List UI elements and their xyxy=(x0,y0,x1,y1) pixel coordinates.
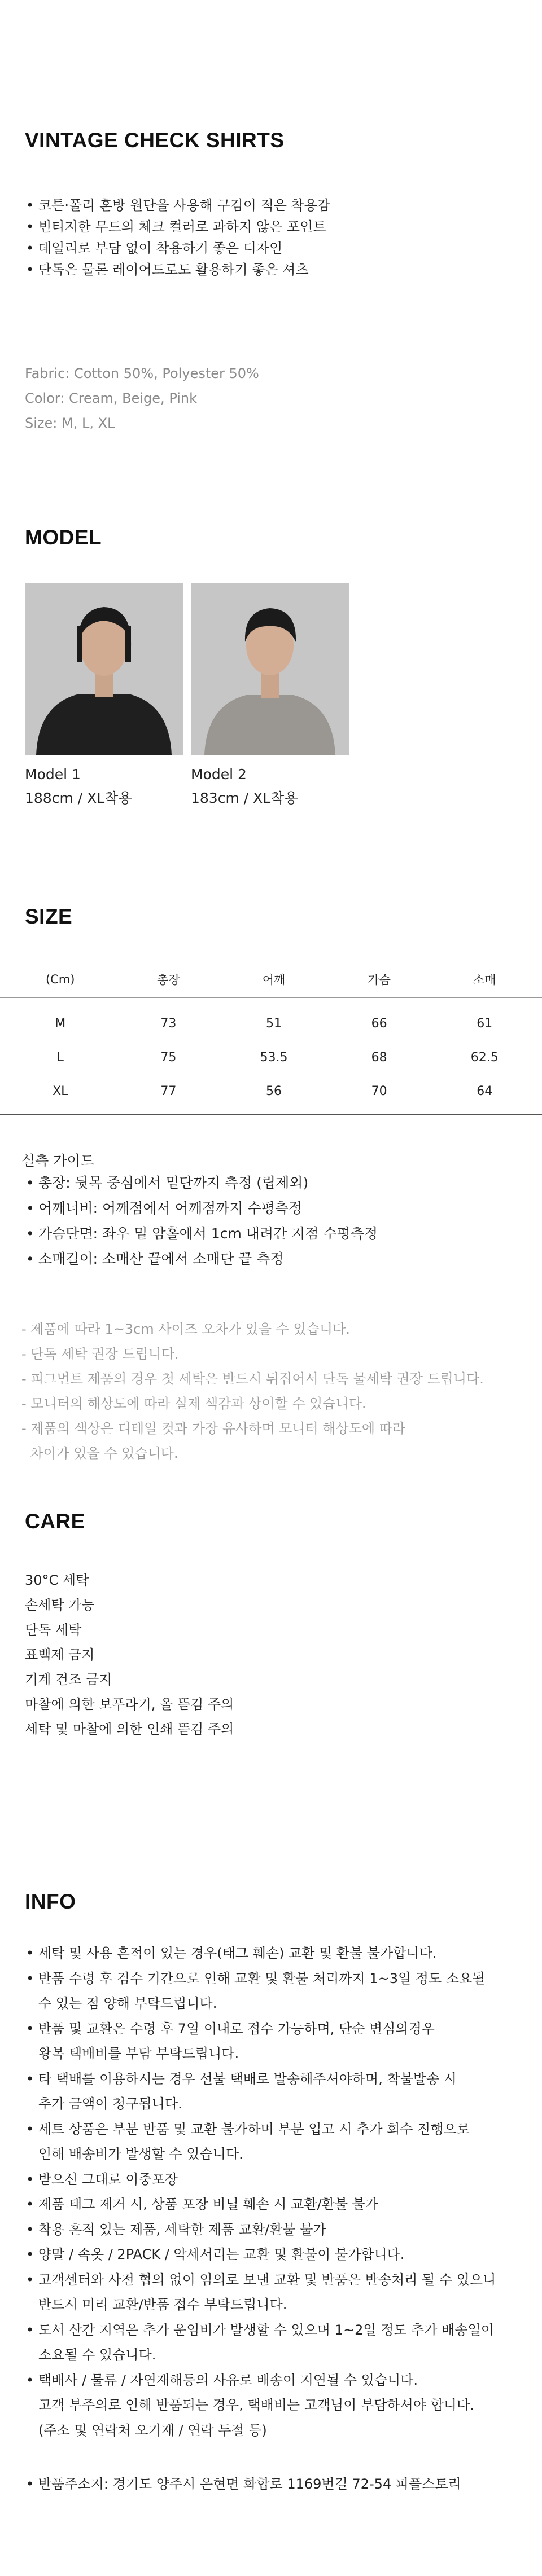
info-item: • 제품 태그 제거 시, 상품 포장 비닐 훼손 시 교환/환불 불가 xyxy=(25,2192,496,2217)
table-cell: 51 xyxy=(266,1016,282,1031)
table-cell: 68 xyxy=(371,1050,387,1065)
table-cell: 64 xyxy=(427,1074,542,1115)
care-item: 손세탁 가능 xyxy=(25,1597,95,1613)
care-item: 마찰에 의한 보푸라기, 올 뜯김 주의 xyxy=(25,1696,234,1712)
table-row xyxy=(0,1040,542,1074)
info-item: • 고객센터와 사전 협의 없이 임의로 보낸 교환 및 반품은 반송처리 될 수 있으니 반드시 미리 교환/반품 접수 부탁드립니다. xyxy=(25,2267,496,2318)
model-1-caption xyxy=(25,763,132,810)
info-item: • 받으신 그대로 이중포장 xyxy=(25,2167,496,2192)
size-options-text: Size: M, L, XL xyxy=(25,415,115,431)
model-1-photo xyxy=(25,583,183,755)
color-text: Color: Cream, Beige, Pink xyxy=(25,390,198,406)
info-list xyxy=(25,1941,496,2443)
table-cell: L xyxy=(56,1050,64,1065)
info-item: • 반품 및 교환은 수령 후 7일 이내로 접수 가능하며, 단순 변심의경우 왕복 택배비를 부담 부탁드립니다. xyxy=(25,2016,496,2067)
table-cell: 77 xyxy=(120,1074,216,1115)
table-cell: XL xyxy=(0,1074,120,1115)
size-guide-list xyxy=(25,1170,378,1272)
size-table-header xyxy=(0,961,542,998)
table-cell: 75 xyxy=(160,1050,177,1065)
note-line: - 단독 세탁 권장 드립니다. xyxy=(21,1346,179,1362)
info-item: • 세탁 및 사용 흔적이 있는 경우(태그 훼손) 교환 및 환불 불가합니다. xyxy=(25,1941,496,1966)
care-list xyxy=(25,1568,234,1742)
guide-item: • 가슴단면: 좌우 밑 암홀에서 1cm 내려간 지점 수평측정 xyxy=(25,1221,378,1246)
table-row xyxy=(0,998,542,1041)
info-item: • 양말 / 속옷 / 2PACK / 악세서리는 교환 및 환불이 불가합니다. xyxy=(25,2242,496,2267)
note-line: - 피그먼트 제품의 경우 첫 세탁은 반드시 뒤집어서 단독 물세탁 권장 드립니다. xyxy=(21,1371,484,1387)
table-cell: M xyxy=(55,1016,66,1031)
table-cell: 70 xyxy=(331,1074,427,1115)
product-title: VINTAGE CHECK SHIRTS xyxy=(25,129,285,152)
care-item: 단독 세탁 xyxy=(25,1622,82,1638)
feature-list xyxy=(25,195,330,280)
size-table xyxy=(0,961,542,1115)
info-item: • 택배사 / 물류 / 자연재해등의 사유로 배송이 지연될 수 있습니다. 고객 부주의로 인해 반품되는 경우, 택배비는 고객님이 부담하셔야 합니다. (주소 및 연락처 오기재 / 연락 두절 등) xyxy=(25,2368,496,2443)
care-item: 세탁 및 마찰에 의한 인쇄 뜯김 주의 xyxy=(25,1721,234,1737)
table-cell: 56 xyxy=(216,1074,331,1115)
table-row xyxy=(0,1074,542,1115)
column-header: 가슴 xyxy=(331,961,427,998)
table-cell: 53.5 xyxy=(260,1050,288,1065)
model-2-caption xyxy=(191,763,298,810)
feature-item: • 데일리로 부담 없이 착용하기 좋은 디자인 xyxy=(25,238,330,259)
info-item: • 세트 상품은 부분 반품 및 교환 불가하며 부분 입고 시 추가 회수 진행으로 인해 배송비가 발생할 수 있습니다. xyxy=(25,2117,496,2167)
return-address: • 반품주소지: 경기도 양주시 은현면 화합로 1169번길 72-54 피플스토리 xyxy=(25,2472,461,2496)
column-header: (Cm) xyxy=(0,961,120,998)
guide-item: • 어깨너비: 어깨점에서 어깨점까지 수평측정 xyxy=(25,1195,378,1221)
table-cell: 61 xyxy=(477,1016,493,1031)
column-header: 소매 xyxy=(427,961,542,998)
model-1-info: 188cm / XL착용 xyxy=(25,790,132,806)
guide-item: • 소매길이: 소매산 끝에서 소매단 끝 측정 xyxy=(25,1246,378,1272)
product-specs xyxy=(25,361,259,436)
model-2-name: Model 2 xyxy=(191,766,247,783)
size-heading: SIZE xyxy=(25,905,73,928)
return-address-list xyxy=(25,2472,461,2496)
table-cell: 62.5 xyxy=(470,1050,499,1065)
model-2-photo xyxy=(191,583,349,755)
note-line: 차이가 있을 수 있습니다. xyxy=(21,1445,178,1461)
info-heading: INFO xyxy=(25,1890,76,1913)
feature-item: • 단독은 물론 레이어드로도 활용하기 좋은 셔츠 xyxy=(25,259,330,280)
table-cell: 73 xyxy=(160,1016,177,1031)
care-item: 30°C 세탁 xyxy=(25,1572,89,1588)
care-item: 기계 건조 금지 xyxy=(25,1672,112,1687)
model-2-info: 183cm / XL착용 xyxy=(191,790,298,806)
info-item: • 착용 흔적 있는 제품, 세탁한 제품 교환/환불 불가 xyxy=(25,2217,496,2243)
model-heading: MODEL xyxy=(25,526,102,549)
fabric-text: Fabric: Cotton 50%, Polyester 50% xyxy=(25,366,259,381)
feature-item: • 코튼·폴리 혼방 원단을 사용해 구김이 적은 착용감 xyxy=(25,195,330,216)
note-line: - 제품에 따라 1~3cm 사이즈 오차가 있을 수 있습니다. xyxy=(21,1321,350,1337)
info-item: • 타 택배를 이용하시는 경우 선불 택배로 발송해주셔야하며, 착불발송 시 추가 금액이 청구됩니다. xyxy=(25,2067,496,2117)
guide-item: • 총장: 뒷목 중심에서 밑단까지 측정 (립제외) xyxy=(25,1170,378,1195)
info-item: • 도서 산간 지역은 추가 운임비가 발생할 수 있으며 1~2일 정도 추가 배송일이 소요될 수 있습니다. xyxy=(25,2318,496,2368)
note-line: - 제품의 색상은 디테일 컷과 가장 유사하며 모니터 해상도에 따라 xyxy=(21,1421,406,1436)
table-cell: 66 xyxy=(371,1016,387,1031)
info-item: • 반품 수령 후 검수 기간으로 인해 교환 및 환불 처리까지 1~3일 정도 소요될 수 있는 점 양해 부탁드립니다. xyxy=(25,1966,496,2016)
care-item: 표백제 금지 xyxy=(25,1647,95,1663)
model-1-name: Model 1 xyxy=(25,766,81,783)
size-notes xyxy=(21,1317,484,1466)
size-guide-title: 실측 가이드 xyxy=(21,1153,94,1169)
care-heading: CARE xyxy=(25,1510,85,1533)
column-header: 총장 xyxy=(120,961,216,998)
feature-item: • 빈티지한 무드의 체크 컬러로 과하지 않은 포인트 xyxy=(25,216,330,238)
column-header: 어깨 xyxy=(216,961,331,998)
note-line: - 모니터의 해상도에 따라 실제 색감과 상이할 수 있습니다. xyxy=(21,1396,366,1412)
